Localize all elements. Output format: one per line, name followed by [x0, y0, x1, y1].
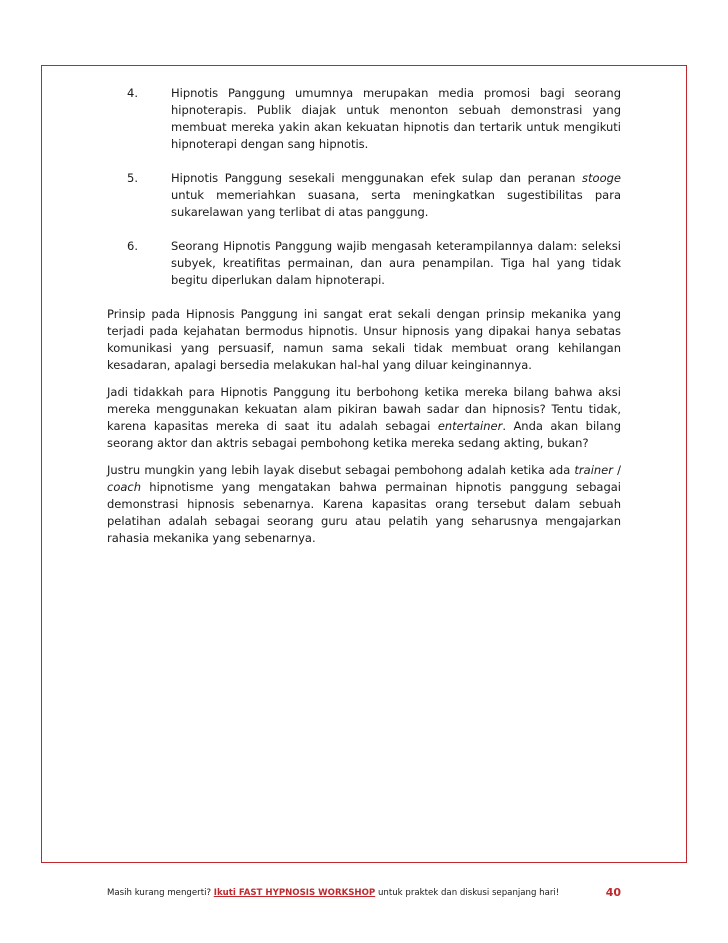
paragraph-text: hipnotisme yang mengatakan bahwa permainan hipnotis panggung sebagai demonstrasi hipnosis sebenarnya. Karena kapasitas orang tersebut dalam sebuah pelatihan adalah sebagai seorang guru atau pelatih yang seharusnya mengajarkan rahasia mekanika yang sebenarnya. [107, 480, 621, 545]
page-number: 40 [605, 886, 621, 899]
list-text: Hipnotis Panggung umumnya merupakan media promosi bagi seorang hipnoterapis. Publik diajak untuk menonton sebuah demonstrasi yang membuat mereka yakin akan kekuatan hipnotis dan tertarik untuk mengikuti hipnoterapi dengan sang hipnotis. [171, 86, 621, 151]
emphasis-trainer: trainer [574, 463, 613, 477]
page-content [107, 85, 621, 557]
footer-text: Masih kurang mengerti? [107, 888, 214, 898]
paragraph-1: Prinsip pada Hipnosis Panggung ini sangat erat sekali dengan prinsip mekanika yang terjadi pada kejahatan bermodus hipnotis. Unsur hipnosis yang dipakai hanya sebatas komunikasi yang persuasif, namun sama sekali tidak membuat orang kehilangan kesadaran, apalagi bersedia melakukan hal-hal yang diluar keinginannya. [107, 307, 621, 372]
emphasis-stooge: stooge [582, 171, 621, 185]
paragraph-3 [107, 462, 621, 547]
list-text-part: untuk memeriahkan suasana, serta meningkatkan sugestibilitas para sukarelawan yang terlibat di atas panggung. [171, 188, 621, 219]
numbered-list [107, 85, 621, 289]
workshop-link[interactable]: Ikuti FAST HYPNOSIS WORKSHOP [213, 888, 376, 898]
list-item-4 [107, 85, 621, 153]
list-text-part: Hipnotis Panggung sesekali menggunakan efek sulap dan peranan [171, 171, 583, 185]
paragraph-text: Jadi tidakkah para Hipnotis Panggung itu berbohong ketika mereka bilang bahwa aksi mereka menggunakan kekuatan alam pikiran bawah sadar dan hipnosis? Tentu tidak, karena kapasitas mereka di saat itu adalah sebagai [107, 385, 621, 433]
paragraph-text: . Anda akan bilang seorang aktor dan aktris sebagai pembohong ketika mereka sedang akting, bukan? [107, 419, 621, 450]
list-text [171, 170, 621, 221]
emphasis-entertainer: entertainer [437, 419, 503, 433]
list-item-6 [107, 238, 621, 289]
list-number: 6. [127, 239, 138, 253]
footer-text: untuk praktek dan diskusi sepanjang hari! [375, 888, 560, 898]
list-item-5 [107, 170, 621, 221]
paragraph-2 [107, 384, 621, 452]
paragraph-text: Justru mungkin yang lebih layak disebut sebagai pembohong adalah ketika ada [107, 463, 575, 477]
list-number: 5. [127, 171, 138, 185]
list-number: 4. [127, 86, 138, 100]
list-text: Seorang Hipnotis Panggung wajib mengasah keterampilannya dalam: seleksi subyek, kreatifitas permainan, dan aura penampilan. Tiga hal yang tidak begitu diperlukan dalam hipnoterapi. [171, 239, 621, 287]
page-footer [107, 885, 621, 901]
separator: / [612, 463, 621, 477]
emphasis-coach: coach [107, 480, 142, 494]
